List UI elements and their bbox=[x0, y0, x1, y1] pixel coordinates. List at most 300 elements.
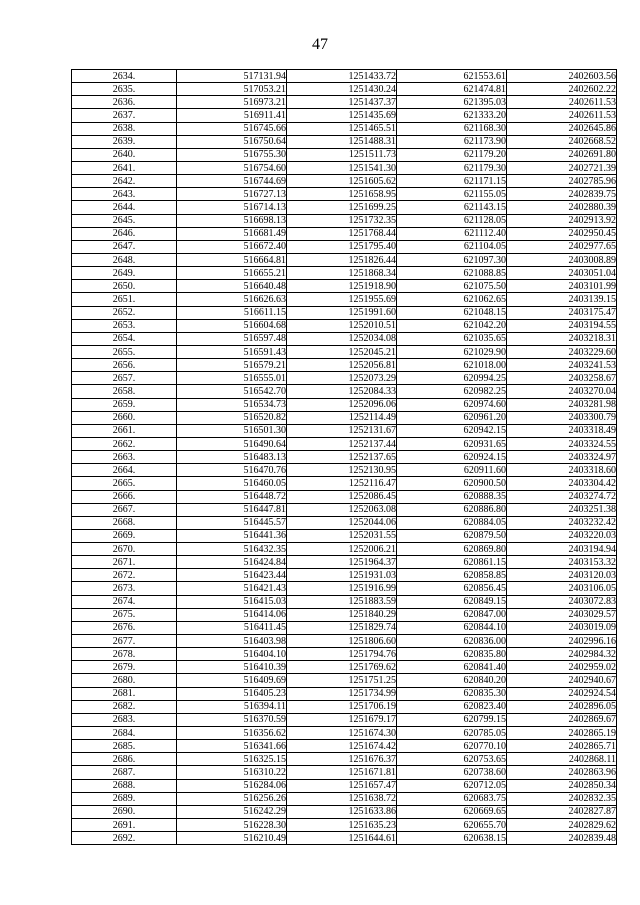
x1-cell: 516423.44 bbox=[177, 569, 287, 582]
y1-cell: 1251430.24 bbox=[287, 83, 397, 96]
point-number-cell: 2671. bbox=[72, 556, 177, 569]
y2-cell: 2403218.31 bbox=[507, 332, 617, 345]
table-row bbox=[72, 424, 617, 437]
y2-cell: 2403318.49 bbox=[507, 424, 617, 437]
table-row bbox=[72, 779, 617, 792]
y2-cell: 2403194.94 bbox=[507, 543, 617, 556]
point-number-cell: 2643. bbox=[72, 188, 177, 201]
point-number-cell: 2674. bbox=[72, 595, 177, 608]
y2-cell: 2403241.53 bbox=[507, 359, 617, 372]
y2-cell: 2403106.05 bbox=[507, 582, 617, 595]
x1-cell: 516310.22 bbox=[177, 766, 287, 779]
x1-cell: 516256.26 bbox=[177, 792, 287, 805]
point-number-cell: 2656. bbox=[72, 359, 177, 372]
y2-cell: 2403008.89 bbox=[507, 253, 617, 266]
y2-cell: 2402865.19 bbox=[507, 727, 617, 740]
x2-cell: 621097.30 bbox=[397, 253, 507, 266]
coordinates-table bbox=[71, 69, 617, 845]
point-number-cell: 2676. bbox=[72, 621, 177, 634]
x2-cell: 621075.50 bbox=[397, 280, 507, 293]
y1-cell: 1252006.21 bbox=[287, 543, 397, 556]
x2-cell: 621035.65 bbox=[397, 332, 507, 345]
point-number-cell: 2663. bbox=[72, 451, 177, 464]
x1-cell: 516325.15 bbox=[177, 753, 287, 766]
y2-cell: 2403120.03 bbox=[507, 569, 617, 582]
point-number-cell: 2642. bbox=[72, 175, 177, 188]
x1-cell: 516744.69 bbox=[177, 175, 287, 188]
y1-cell: 1251734.99 bbox=[287, 687, 397, 700]
y2-cell: 2403229.60 bbox=[507, 345, 617, 358]
y1-cell: 1251883.59 bbox=[287, 595, 397, 608]
y2-cell: 2402785.96 bbox=[507, 175, 617, 188]
x1-cell: 516664.81 bbox=[177, 253, 287, 266]
point-number-cell: 2648. bbox=[72, 253, 177, 266]
table-row bbox=[72, 582, 617, 595]
x2-cell: 621179.30 bbox=[397, 161, 507, 174]
point-number-cell: 2667. bbox=[72, 503, 177, 516]
x1-cell: 516460.05 bbox=[177, 477, 287, 490]
x1-cell: 516597.48 bbox=[177, 332, 287, 345]
table-row bbox=[72, 240, 617, 253]
y2-cell: 2403139.15 bbox=[507, 293, 617, 306]
x1-cell: 516672.40 bbox=[177, 240, 287, 253]
table-row bbox=[72, 306, 617, 319]
point-number-cell: 2673. bbox=[72, 582, 177, 595]
x1-cell: 516411.45 bbox=[177, 621, 287, 634]
table-row bbox=[72, 490, 617, 503]
x1-cell: 517131.94 bbox=[177, 70, 287, 83]
point-number-cell: 2652. bbox=[72, 306, 177, 319]
y2-cell: 2403232.42 bbox=[507, 516, 617, 529]
table-row bbox=[72, 740, 617, 753]
y2-cell: 2403300.79 bbox=[507, 411, 617, 424]
x1-cell: 516681.49 bbox=[177, 227, 287, 240]
x2-cell: 621171.15 bbox=[397, 175, 507, 188]
y1-cell: 1251826.44 bbox=[287, 253, 397, 266]
point-number-cell: 2658. bbox=[72, 385, 177, 398]
point-number-cell: 2650. bbox=[72, 280, 177, 293]
x2-cell: 620974.60 bbox=[397, 398, 507, 411]
x2-cell: 620841.40 bbox=[397, 661, 507, 674]
x1-cell: 516973.21 bbox=[177, 96, 287, 109]
y2-cell: 2402869.67 bbox=[507, 713, 617, 726]
table-row bbox=[72, 411, 617, 424]
table-row bbox=[72, 727, 617, 740]
x2-cell: 620785.05 bbox=[397, 727, 507, 740]
y2-cell: 2402880.39 bbox=[507, 201, 617, 214]
x2-cell: 620835.30 bbox=[397, 687, 507, 700]
x1-cell: 516445.57 bbox=[177, 516, 287, 529]
y2-cell: 2402645.86 bbox=[507, 122, 617, 135]
table-row bbox=[72, 161, 617, 174]
y1-cell: 1251768.44 bbox=[287, 227, 397, 240]
y2-cell: 2402865.71 bbox=[507, 740, 617, 753]
point-number-cell: 2662. bbox=[72, 437, 177, 450]
table-row bbox=[72, 819, 617, 832]
y1-cell: 1251829.74 bbox=[287, 621, 397, 634]
x2-cell: 621104.05 bbox=[397, 240, 507, 253]
y2-cell: 2403101.99 bbox=[507, 280, 617, 293]
y1-cell: 1251638.72 bbox=[287, 792, 397, 805]
x1-cell: 516356.62 bbox=[177, 727, 287, 740]
x2-cell: 620911.60 bbox=[397, 464, 507, 477]
point-number-cell: 2664. bbox=[72, 464, 177, 477]
y1-cell: 1251679.17 bbox=[287, 713, 397, 726]
x2-cell: 621395.03 bbox=[397, 96, 507, 109]
x2-cell: 620879.50 bbox=[397, 529, 507, 542]
point-number-cell: 2678. bbox=[72, 648, 177, 661]
x2-cell: 621553.61 bbox=[397, 70, 507, 83]
y1-cell: 1251955.69 bbox=[287, 293, 397, 306]
y2-cell: 2403274.72 bbox=[507, 490, 617, 503]
y2-cell: 2403072.83 bbox=[507, 595, 617, 608]
y1-cell: 1252045.21 bbox=[287, 345, 397, 358]
point-number-cell: 2679. bbox=[72, 661, 177, 674]
table-row bbox=[72, 214, 617, 227]
y1-cell: 1251657.47 bbox=[287, 779, 397, 792]
table-row bbox=[72, 503, 617, 516]
x2-cell: 620669.65 bbox=[397, 805, 507, 818]
x1-cell: 516542.70 bbox=[177, 385, 287, 398]
x2-cell: 620931.65 bbox=[397, 437, 507, 450]
y1-cell: 1251674.30 bbox=[287, 727, 397, 740]
y1-cell: 1251732.35 bbox=[287, 214, 397, 227]
y1-cell: 1251671.81 bbox=[287, 766, 397, 779]
x1-cell: 517053.21 bbox=[177, 83, 287, 96]
x1-cell: 516447.81 bbox=[177, 503, 287, 516]
table-row bbox=[72, 766, 617, 779]
point-number-cell: 2675. bbox=[72, 608, 177, 621]
x1-cell: 516698.13 bbox=[177, 214, 287, 227]
y1-cell: 1252063.08 bbox=[287, 503, 397, 516]
table-row bbox=[72, 635, 617, 648]
x1-cell: 516911.41 bbox=[177, 109, 287, 122]
y1-cell: 1251868.34 bbox=[287, 267, 397, 280]
table-row bbox=[72, 188, 617, 201]
x1-cell: 516640.48 bbox=[177, 280, 287, 293]
point-number-cell: 2691. bbox=[72, 819, 177, 832]
table-row bbox=[72, 227, 617, 240]
y1-cell: 1251769.62 bbox=[287, 661, 397, 674]
x2-cell: 621143.15 bbox=[397, 201, 507, 214]
point-number-cell: 2640. bbox=[72, 148, 177, 161]
x2-cell: 621333.20 bbox=[397, 109, 507, 122]
table-row bbox=[72, 464, 617, 477]
point-number-cell: 2639. bbox=[72, 135, 177, 148]
x1-cell: 516424.84 bbox=[177, 556, 287, 569]
point-number-cell: 2654. bbox=[72, 332, 177, 345]
x2-cell: 621062.65 bbox=[397, 293, 507, 306]
y2-cell: 2402959.02 bbox=[507, 661, 617, 674]
table-row bbox=[72, 805, 617, 818]
x1-cell: 516405.23 bbox=[177, 687, 287, 700]
point-number-cell: 2687. bbox=[72, 766, 177, 779]
y2-cell: 2403324.55 bbox=[507, 437, 617, 450]
y2-cell: 2402721.39 bbox=[507, 161, 617, 174]
x2-cell: 620861.15 bbox=[397, 556, 507, 569]
x2-cell: 620712.05 bbox=[397, 779, 507, 792]
x1-cell: 516579.21 bbox=[177, 359, 287, 372]
x2-cell: 620840.20 bbox=[397, 674, 507, 687]
x1-cell: 516409.69 bbox=[177, 674, 287, 687]
table-row bbox=[72, 792, 617, 805]
x1-cell: 516655.21 bbox=[177, 267, 287, 280]
x2-cell: 621048.15 bbox=[397, 306, 507, 319]
x2-cell: 620823.40 bbox=[397, 700, 507, 713]
x2-cell: 621173.90 bbox=[397, 135, 507, 148]
table-row bbox=[72, 96, 617, 109]
point-number-cell: 2672. bbox=[72, 569, 177, 582]
table-row bbox=[72, 529, 617, 542]
y1-cell: 1251488.31 bbox=[287, 135, 397, 148]
point-number-cell: 2659. bbox=[72, 398, 177, 411]
x2-cell: 620847.00 bbox=[397, 608, 507, 621]
x2-cell: 620799.15 bbox=[397, 713, 507, 726]
x2-cell: 620942.15 bbox=[397, 424, 507, 437]
x1-cell: 516490.64 bbox=[177, 437, 287, 450]
table-row bbox=[72, 700, 617, 713]
y1-cell: 1251794.76 bbox=[287, 648, 397, 661]
y2-cell: 2402863.96 bbox=[507, 766, 617, 779]
x2-cell: 621474.81 bbox=[397, 83, 507, 96]
point-number-cell: 2647. bbox=[72, 240, 177, 253]
point-number-cell: 2683. bbox=[72, 713, 177, 726]
point-number-cell: 2634. bbox=[72, 70, 177, 83]
x1-cell: 516441.36 bbox=[177, 529, 287, 542]
point-number-cell: 2682. bbox=[72, 700, 177, 713]
point-number-cell: 2636. bbox=[72, 96, 177, 109]
y2-cell: 2403318.60 bbox=[507, 464, 617, 477]
y1-cell: 1251437.37 bbox=[287, 96, 397, 109]
table-row bbox=[72, 437, 617, 450]
y1-cell: 1251633.86 bbox=[287, 805, 397, 818]
x2-cell: 620856.45 bbox=[397, 582, 507, 595]
table-row bbox=[72, 70, 617, 83]
y1-cell: 1251511.73 bbox=[287, 148, 397, 161]
point-number-cell: 2689. bbox=[72, 792, 177, 805]
x1-cell: 516284.06 bbox=[177, 779, 287, 792]
table-row bbox=[72, 175, 617, 188]
y1-cell: 1252086.45 bbox=[287, 490, 397, 503]
y2-cell: 2402611.53 bbox=[507, 96, 617, 109]
table-row bbox=[72, 135, 617, 148]
y2-cell: 2403220.03 bbox=[507, 529, 617, 542]
y1-cell: 1251916.99 bbox=[287, 582, 397, 595]
table-row bbox=[72, 753, 617, 766]
y2-cell: 2403324.97 bbox=[507, 451, 617, 464]
table-row bbox=[72, 253, 617, 266]
x2-cell: 620738.60 bbox=[397, 766, 507, 779]
table-row bbox=[72, 332, 617, 345]
x2-cell: 620835.80 bbox=[397, 648, 507, 661]
x1-cell: 516404.10 bbox=[177, 648, 287, 661]
y2-cell: 2402977.65 bbox=[507, 240, 617, 253]
y1-cell: 1252056.81 bbox=[287, 359, 397, 372]
point-number-cell: 2690. bbox=[72, 805, 177, 818]
point-number-cell: 2686. bbox=[72, 753, 177, 766]
x1-cell: 516210.49 bbox=[177, 832, 287, 845]
point-number-cell: 2681. bbox=[72, 687, 177, 700]
y1-cell: 1252116.47 bbox=[287, 477, 397, 490]
table-row bbox=[72, 293, 617, 306]
y1-cell: 1252131.67 bbox=[287, 424, 397, 437]
point-number-cell: 2653. bbox=[72, 319, 177, 332]
y2-cell: 2403251.38 bbox=[507, 503, 617, 516]
x2-cell: 620982.25 bbox=[397, 385, 507, 398]
y1-cell: 1251795.40 bbox=[287, 240, 397, 253]
y1-cell: 1251706.19 bbox=[287, 700, 397, 713]
table-row bbox=[72, 543, 617, 556]
table-row bbox=[72, 595, 617, 608]
y2-cell: 2403175.47 bbox=[507, 306, 617, 319]
y1-cell: 1251635.23 bbox=[287, 819, 397, 832]
point-number-cell: 2649. bbox=[72, 267, 177, 280]
x2-cell: 620655.70 bbox=[397, 819, 507, 832]
y2-cell: 2402868.11 bbox=[507, 753, 617, 766]
y2-cell: 2402896.05 bbox=[507, 700, 617, 713]
y2-cell: 2402611.53 bbox=[507, 109, 617, 122]
y1-cell: 1251751.25 bbox=[287, 674, 397, 687]
y1-cell: 1252044.06 bbox=[287, 516, 397, 529]
point-number-cell: 2641. bbox=[72, 161, 177, 174]
y1-cell: 1251931.03 bbox=[287, 569, 397, 582]
x2-cell: 620884.05 bbox=[397, 516, 507, 529]
x2-cell: 621112.40 bbox=[397, 227, 507, 240]
point-number-cell: 2638. bbox=[72, 122, 177, 135]
table-row bbox=[72, 569, 617, 582]
y1-cell: 1252096.06 bbox=[287, 398, 397, 411]
table-row bbox=[72, 451, 617, 464]
x2-cell: 620858.85 bbox=[397, 569, 507, 582]
y1-cell: 1252084.33 bbox=[287, 385, 397, 398]
table-row bbox=[72, 280, 617, 293]
x1-cell: 516483.13 bbox=[177, 451, 287, 464]
table-row bbox=[72, 713, 617, 726]
table-row bbox=[72, 122, 617, 135]
y2-cell: 2402839.48 bbox=[507, 832, 617, 845]
x2-cell: 620900.50 bbox=[397, 477, 507, 490]
y2-cell: 2402603.56 bbox=[507, 70, 617, 83]
x1-cell: 516714.13 bbox=[177, 201, 287, 214]
point-number-cell: 2668. bbox=[72, 516, 177, 529]
point-number-cell: 2646. bbox=[72, 227, 177, 240]
x2-cell: 620888.35 bbox=[397, 490, 507, 503]
y2-cell: 2402839.75 bbox=[507, 188, 617, 201]
x2-cell: 621029.90 bbox=[397, 345, 507, 358]
y2-cell: 2403270.04 bbox=[507, 385, 617, 398]
y1-cell: 1251806.60 bbox=[287, 635, 397, 648]
y1-cell: 1252130.95 bbox=[287, 464, 397, 477]
x2-cell: 620638.15 bbox=[397, 832, 507, 845]
y2-cell: 2402829.62 bbox=[507, 819, 617, 832]
y2-cell: 2402602.22 bbox=[507, 83, 617, 96]
point-number-cell: 2685. bbox=[72, 740, 177, 753]
table-row bbox=[72, 319, 617, 332]
y2-cell: 2402913.92 bbox=[507, 214, 617, 227]
x1-cell: 516414.06 bbox=[177, 608, 287, 621]
x1-cell: 516341.66 bbox=[177, 740, 287, 753]
point-number-cell: 2680. bbox=[72, 674, 177, 687]
table-row bbox=[72, 398, 617, 411]
x2-cell: 621155.05 bbox=[397, 188, 507, 201]
x2-cell: 621128.05 bbox=[397, 214, 507, 227]
coordinates-table-body bbox=[72, 70, 617, 845]
table-row bbox=[72, 556, 617, 569]
y2-cell: 2403258.67 bbox=[507, 372, 617, 385]
y2-cell: 2402924.54 bbox=[507, 687, 617, 700]
x2-cell: 620683.75 bbox=[397, 792, 507, 805]
x1-cell: 516604.68 bbox=[177, 319, 287, 332]
page-number: 47 bbox=[312, 36, 328, 53]
y1-cell: 1251644.61 bbox=[287, 832, 397, 845]
x2-cell: 620961.20 bbox=[397, 411, 507, 424]
y1-cell: 1251676.37 bbox=[287, 753, 397, 766]
y1-cell: 1252034.08 bbox=[287, 332, 397, 345]
y1-cell: 1252137.65 bbox=[287, 451, 397, 464]
table-row bbox=[72, 621, 617, 634]
table-row bbox=[72, 201, 617, 214]
y1-cell: 1251918.90 bbox=[287, 280, 397, 293]
x1-cell: 516448.72 bbox=[177, 490, 287, 503]
x1-cell: 516611.15 bbox=[177, 306, 287, 319]
y2-cell: 2403029.57 bbox=[507, 608, 617, 621]
y2-cell: 2402950.45 bbox=[507, 227, 617, 240]
point-number-cell: 2692. bbox=[72, 832, 177, 845]
table-row bbox=[72, 516, 617, 529]
x2-cell: 621088.85 bbox=[397, 267, 507, 280]
table-row bbox=[72, 83, 617, 96]
x2-cell: 620869.80 bbox=[397, 543, 507, 556]
x1-cell: 516591.43 bbox=[177, 345, 287, 358]
x1-cell: 516403.98 bbox=[177, 635, 287, 648]
y1-cell: 1251674.42 bbox=[287, 740, 397, 753]
x2-cell: 620753.65 bbox=[397, 753, 507, 766]
y2-cell: 2402827.87 bbox=[507, 805, 617, 818]
y2-cell: 2402940.67 bbox=[507, 674, 617, 687]
table-row bbox=[72, 687, 617, 700]
table-row bbox=[72, 477, 617, 490]
y1-cell: 1251465.51 bbox=[287, 122, 397, 135]
table-row bbox=[72, 109, 617, 122]
y2-cell: 2402996.16 bbox=[507, 635, 617, 648]
y1-cell: 1252114.49 bbox=[287, 411, 397, 424]
y1-cell: 1251991.60 bbox=[287, 306, 397, 319]
table-row bbox=[72, 674, 617, 687]
table-row bbox=[72, 372, 617, 385]
x1-cell: 516228.30 bbox=[177, 819, 287, 832]
table-row bbox=[72, 267, 617, 280]
x1-cell: 516534.73 bbox=[177, 398, 287, 411]
y1-cell: 1252073.29 bbox=[287, 372, 397, 385]
table-row bbox=[72, 608, 617, 621]
x1-cell: 516415.03 bbox=[177, 595, 287, 608]
x1-cell: 516745.66 bbox=[177, 122, 287, 135]
y2-cell: 2402850.34 bbox=[507, 779, 617, 792]
point-number-cell: 2669. bbox=[72, 529, 177, 542]
y2-cell: 2402668.52 bbox=[507, 135, 617, 148]
y2-cell: 2403194.55 bbox=[507, 319, 617, 332]
x2-cell: 620836.00 bbox=[397, 635, 507, 648]
x1-cell: 516727.13 bbox=[177, 188, 287, 201]
point-number-cell: 2677. bbox=[72, 635, 177, 648]
point-number-cell: 2645. bbox=[72, 214, 177, 227]
y1-cell: 1251541.30 bbox=[287, 161, 397, 174]
table-row bbox=[72, 385, 617, 398]
x2-cell: 620994.25 bbox=[397, 372, 507, 385]
x2-cell: 620770.10 bbox=[397, 740, 507, 753]
table-row bbox=[72, 148, 617, 161]
y1-cell: 1251964.37 bbox=[287, 556, 397, 569]
